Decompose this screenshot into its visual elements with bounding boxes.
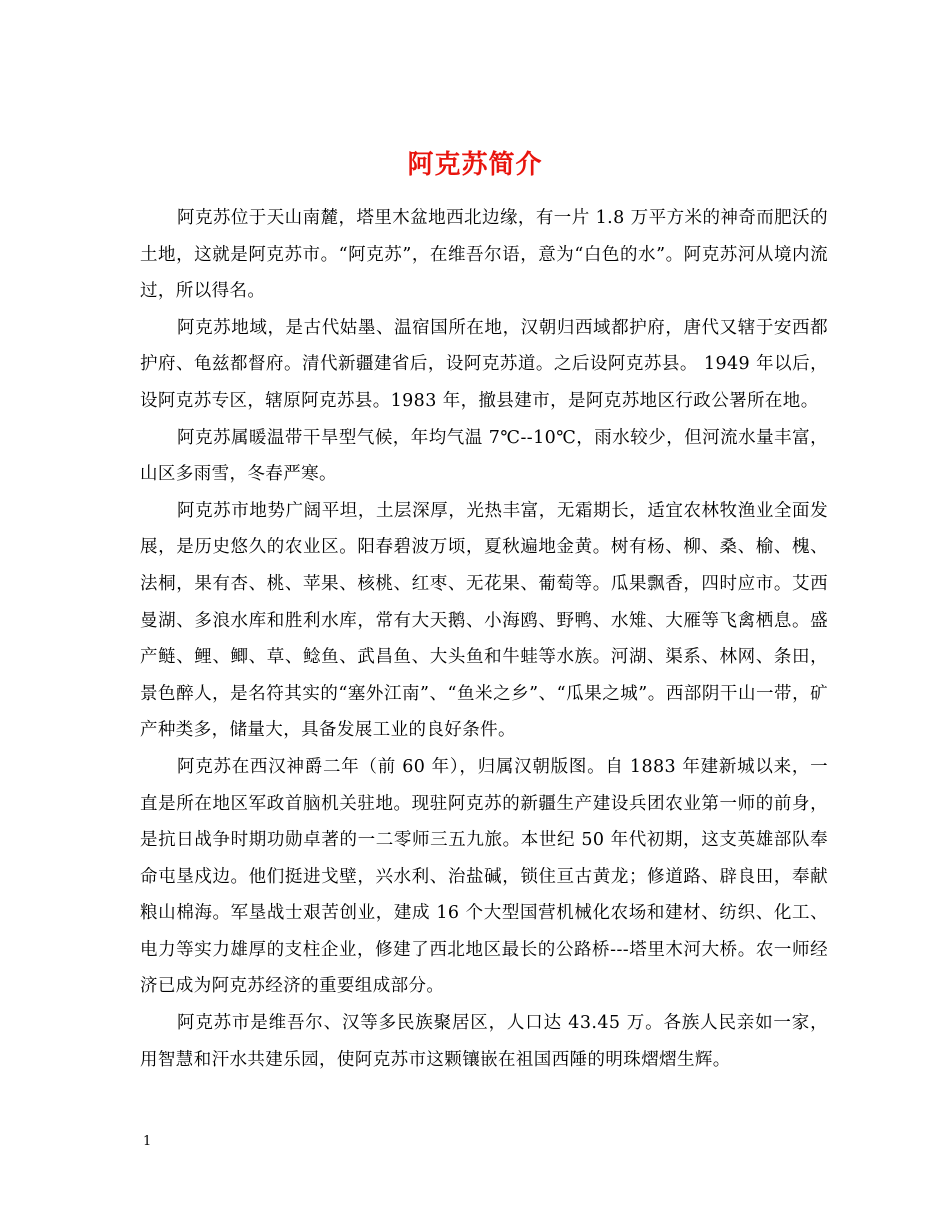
paragraph-military-history: 阿克苏在西汉神爵二年（前 60 年），归属汉朝版图。自 1883 年建新城以来，一直是所在地区军政首脑机关驻地。现驻阿克苏的新疆生产建设兵团农业第一师的前身，是抗日战争时期功勋卓著的一二零师三五九旅。本世纪 50 年代初期，这支英雄部队奉命屯垦戍边。他们挺进戈壁，兴水利、治盐碱，锁住亘古黄龙；修道路、辟良田，奉献粮山棉海。军垦战士艰苦创业，建成 16 个大型国营机械化农场和建材、纺织、化工、电力等实力雄厚的支柱企业，修建了西北地区最长的公路桥---塔里木河大桥。农一师经济已成为阿克苏经济的重要组成部分。 <box>140 756 828 997</box>
page-number: 1 <box>143 1134 152 1149</box>
document-title: 阿克苏简介 <box>407 150 543 181</box>
paragraph-intro: 阿克苏位于天山南麓，塔里木盆地西北边缘，有一片 1.8 万平方米的神奇而肥沃的土地，这就是阿克苏市。“阿克苏”，在维吾尔语，意为“白色的水”。阿克苏河从境内流过，所以得名。 <box>140 208 828 302</box>
paragraph-history: 阿克苏地域，是古代姑墨、温宿国所在地，汉朝归西域都护府，唐代又辖于安西都护府、龟兹都督府。清代新疆建省后，设阿克苏道。之后设阿克苏县。 1949 年以后，设阿克苏专区，辖原阿克苏县。1983 年，撤县建市，是阿克苏地区行政公署所在地。 <box>140 317 828 411</box>
document-body <box>140 200 828 1078</box>
paragraph-geography: 阿克苏市地势广阔平坦，土层深厚，光热丰富，无霜期长，适宜农林牧渔业全面发展，是历史悠久的农业区。阳春碧波万顷，夏秋遍地金黄。树有杨、柳、桑、榆、槐、法桐，果有杏、桃、苹果、核桃、红枣、无花果、葡萄等。瓜果飘香，四时应市。艾西曼湖、多浪水库和胜利水库，常有大天鹅、小海鸥、野鸭、水雉、大雁等飞禽栖息。盛产鲢、鲤、鲫、草、鲶鱼、武昌鱼、大头鱼和牛蛙等水族。河湖、渠系、林网、条田，景色醉人，是名符其实的“塞外江南”、“鱼米之乡”、“瓜果之城”。西部阴干山一带，矿产种类多，储量大，具备发展工业的良好条件。 <box>140 500 828 741</box>
paragraph-population: 阿克苏市是维吾尔、汉等多民族聚居区，人口达 43.45 万。各族人民亲如一家，用智慧和汗水共建乐园，使阿克苏市这颗镶嵌在祖国西陲的明珠熠熠生辉。 <box>140 1013 828 1070</box>
paragraph-climate: 阿克苏属暖温带干旱型气候，年均气温 7℃--10℃，雨水较少，但河流水量丰富，山区多雨雪，冬春严寒。 <box>140 427 828 485</box>
